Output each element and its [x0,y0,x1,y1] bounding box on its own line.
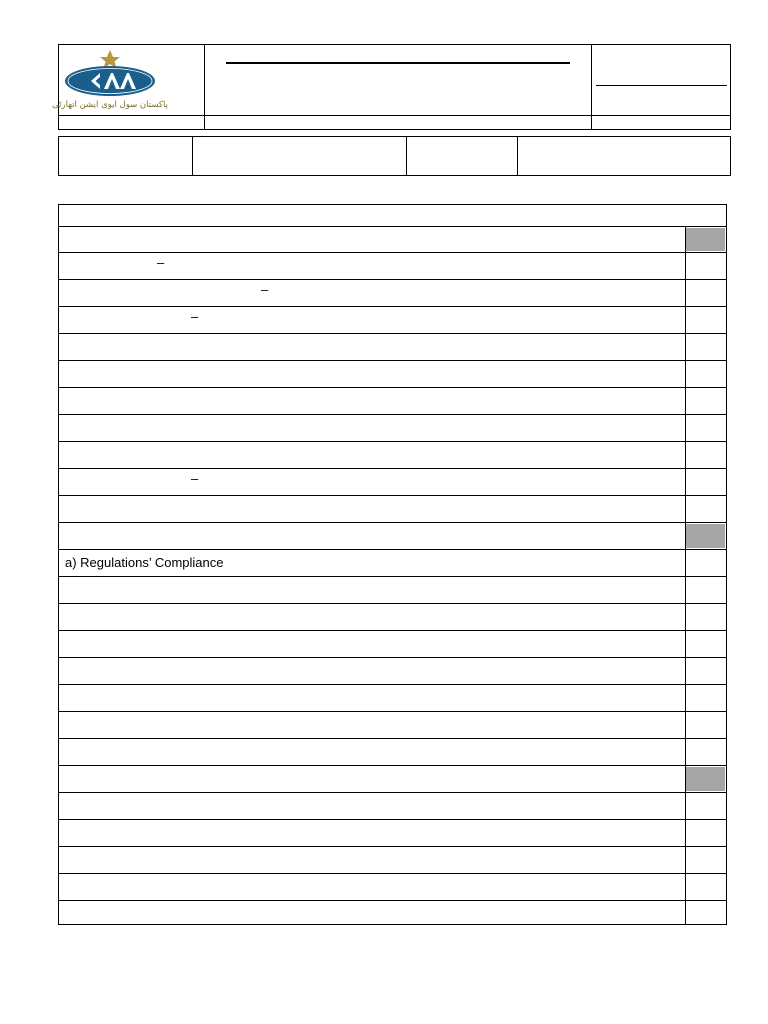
checklist-check-cell[interactable] [686,739,726,765]
checklist-row [59,333,726,360]
checklist-shaded-cell [686,228,725,251]
checklist-row [59,819,726,846]
checklist-row [59,387,726,414]
caa-logo-graphic [52,50,168,112]
checklist-row [59,252,726,279]
star-icon [100,50,120,69]
checklist-row [59,684,726,711]
checklist-check-cell[interactable] [686,307,726,333]
header-bottom-rule [58,115,731,116]
checklist-row-dash: – [157,255,165,270]
checklist-check-cell[interactable] [686,496,726,522]
document-ref-rule [596,85,727,86]
checklist-row [59,360,726,387]
checklist-check-cell[interactable] [686,577,726,603]
checklist-check-cell[interactable] [686,442,726,468]
checklist-row [59,414,726,441]
checklist-check-cell[interactable] [686,550,726,576]
checklist-row [59,468,726,495]
checklist-row [59,441,726,468]
checklist-row [59,603,726,630]
checklist-check-cell[interactable] [686,658,726,684]
checklist-row [59,900,726,925]
checklist-row [59,576,726,603]
checklist-check-cell[interactable] [686,361,726,387]
checklist-row [59,873,726,900]
checklist-row [59,522,726,549]
checklist-row [59,495,726,522]
checklist-row [59,657,726,684]
checklist-row [59,711,726,738]
info-table [58,136,731,176]
checklist-row-dash: – [261,282,269,297]
checklist-row [59,738,726,765]
checklist-table [58,204,727,925]
checklist-check-cell[interactable] [686,766,726,792]
checklist-check-cell[interactable] [686,280,726,306]
checklist-row [59,226,726,252]
header-divider-left [204,44,205,130]
checklist-check-cell[interactable] [686,847,726,873]
checklist-check-cell[interactable] [686,334,726,360]
checklist-check-cell[interactable] [686,415,726,441]
logo-urdu-text: پاکستان سول ایوی ایشن اتھارٹی [52,100,168,110]
checklist-row [59,630,726,657]
checklist-row [59,205,726,226]
checklist-shaded-cell [686,767,725,791]
checklist-shaded-cell [686,524,725,548]
checklist-row [59,549,726,576]
checklist-row [59,792,726,819]
checklist-row [59,765,726,792]
checklist-check-cell[interactable] [686,685,726,711]
checklist-check-cell[interactable] [686,523,726,549]
checklist-check-cell[interactable] [686,469,726,495]
info-divider-1 [192,136,193,176]
info-divider-2 [406,136,407,176]
checklist-check-cell[interactable] [686,793,726,819]
checklist-row [59,846,726,873]
checklist-check-cell[interactable] [686,604,726,630]
checklist-check-cell[interactable] [686,874,726,900]
checklist-check-cell[interactable] [686,820,726,846]
caa-logo [52,50,168,112]
checklist-row-label: a) Regulations’ Compliance [65,555,224,570]
checklist-check-cell[interactable] [686,388,726,414]
header-divider-right [591,44,592,130]
checklist-row-dash: – [191,471,199,486]
checklist-check-cell[interactable] [686,901,726,925]
checklist-check-cell[interactable] [686,253,726,279]
document-title-rule [226,62,570,64]
checklist-row-dash: – [191,309,199,324]
checklist-check-cell[interactable] [686,631,726,657]
checklist-check-cell[interactable] [686,712,726,738]
checklist-row [59,279,726,306]
checklist-check-cell[interactable] [686,227,726,252]
info-divider-3 [517,136,518,176]
checklist-row [59,306,726,333]
